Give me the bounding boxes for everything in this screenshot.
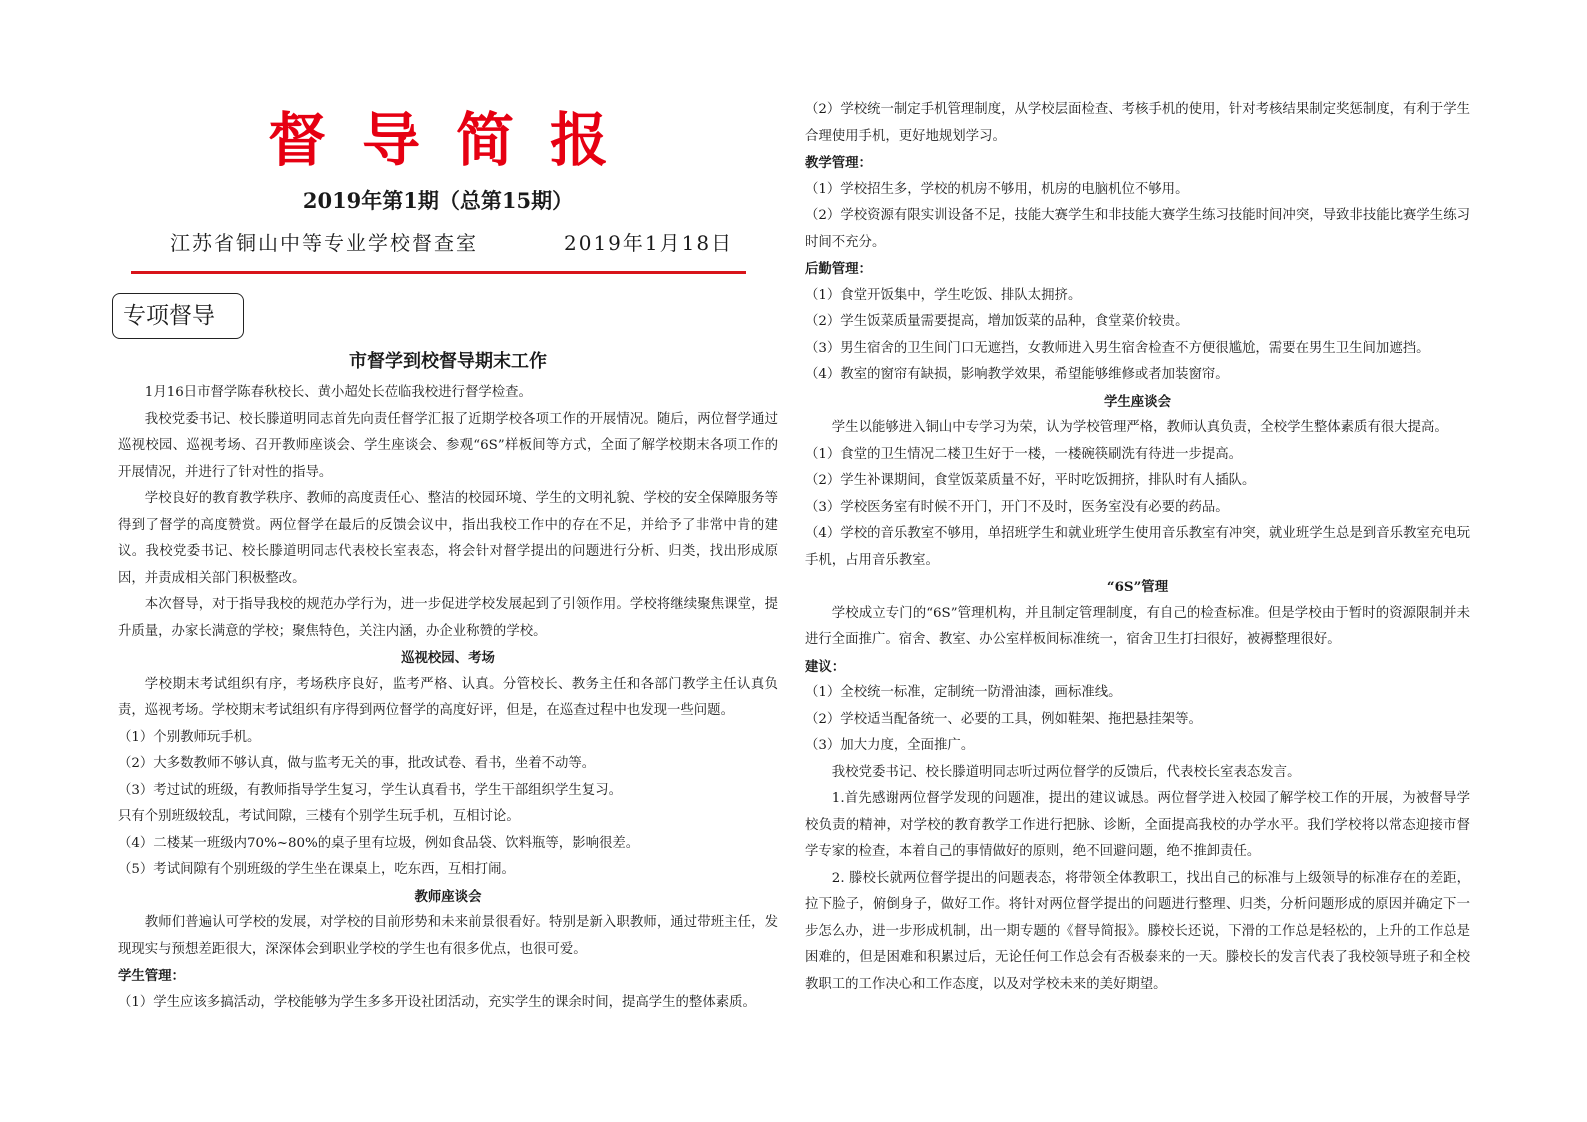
left-column [118, 380, 778, 1016]
list-item: （5）考试间隙有个别班级的学生坐在课桌上，吃东西，互相打闹。 [118, 862, 515, 877]
right-column [805, 97, 1470, 998]
paragraph: 学校成立专门的“6S”管理机构，并且制定管理制度，有自己的检查标准。但是学校由于暂时的资源限制并未进行全面推广。宿舍、教室、办公室样板间标准统一，宿舍卫生打扫很好，被褥整理很好。 [805, 605, 1470, 647]
subheading: 学生座谈会 [1104, 393, 1171, 410]
paragraph: 我校党委书记、校长滕道明同志听过两位督学的反馈后，代表校长室表态发言。 [831, 764, 1301, 780]
list-item: （1）食堂的卫生情况二楼卫生好于一楼，一楼碗筷刷洗有待进一步提高。 [805, 446, 1243, 462]
list-item: （3）加大力度，全面推广。 [805, 738, 975, 753]
paragraph: 1.首先感谢两位督学发现的问题准，提出的建议诚恳。两位督学进入校园了解学校工作的开展，为被督导学校负责的精神，对学校的教育教学工作进行把脉、诊断，全面提高我校的办学水平。我们学校将以常态迎接市督学专家的检查，本着自己的事情做好的原则，绝不回避问题，绝不推卸责任。 [805, 791, 1470, 859]
article-title: 市督学到校督导期末工作 [349, 351, 547, 372]
paragraph: 学校良好的教育教学秩序、教师的高度责任心、整洁的校园环境、学生的文明礼貌、学校的安全保障服务等得到了督学的高度赞赏。两位督学在最后的反馈会议中，指出我校工作中的存在不足，并给予了非常中肯的建议。我校党委书记、校长滕道明同志代表校长室表态，将会针对督学提出的问题进行分析、归类，找出形成原因，并责成相关部门积极整改。 [118, 491, 778, 586]
publisher-office: 江苏省铜山中等专业学校督查室 [170, 231, 478, 255]
subheading: 建议： [805, 658, 846, 675]
list-item: （1）学校招生多，学校的机房不够用，机房的电脑机位不够用。 [805, 181, 1189, 197]
red-divider [131, 271, 746, 274]
paragraph: 我校党委书记、校长滕道明同志首先向责任督学汇报了近期学校各项工作的开展情况。随后，两位督学通过巡视校园、巡视考场、召开教师座谈会、学生座谈会、参观“6S”样板间等方式，全面了解学校期末各项工作的开展情况，并进行了针对性的指导。 [118, 411, 778, 480]
list-item: （4）学校的音乐教室不够用，单招班学生和就业班学生使用音乐教室有冲突，就业班学生总是到音乐教室充电玩手机，占用音乐教室。 [805, 526, 1470, 568]
publish-date: 2019年1月18日 [564, 231, 734, 255]
list-item: （3）考过试的班级，有教师指导学生复习，学生认真看书，学生干部组织学生复习。 [118, 782, 622, 798]
list-item: （1）食堂开饭集中，学生吃饭、排队太拥挤。 [805, 287, 1082, 303]
paragraph: 学校期末考试组织有序，考场秩序良好，监考严格、认真。分管校长、教务主任和各部门教学主任认真负责，巡视考场。学校期末考试组织有序得到两位督学的高度好评，但是，在巡查过程中也发现一些问题。 [118, 676, 778, 718]
subheading: 教学管理： [805, 155, 872, 171]
section-label: 专项督导 [112, 293, 244, 339]
masthead-title: 督导简报 [267, 106, 644, 174]
list-item: （2）学校适当配备统一、必要的工具，例如鞋架、拖把悬挂架等。 [805, 711, 1202, 727]
list-item: （4）二楼某一班级内70%~80%的桌子里有垃圾，例如食品袋、饮料瓶等，影响很差。 [118, 835, 640, 851]
list-item: （1）个别教师玩手机。 [118, 729, 261, 745]
subheading: 巡视校园、考场 [401, 650, 495, 666]
subheading: “6S”管理 [1106, 579, 1169, 595]
list-item: （2）学生补课期间，食堂饭菜质量不好，平时吃饭拥挤，排队时有人插队。 [805, 473, 1256, 488]
list-item: （1）全校统一标准，定制统一防滑油漆，画标准线。 [805, 685, 1122, 700]
paragraph: 本次督导，对于指导我校的规范办学行为，进一步促进学校发展起到了引领作用。学校将继续聚焦课堂，提升质量，办家长满意的学校；聚焦特色，关注内涵，办企业称赞的学校。 [118, 597, 778, 639]
paragraph: 2. 滕校长就两位督学提出的问题表态，将带领全体教职工，找出自己的标准与上级领导的标准存在的差距，拉下脸子，俯倒身子，做好工作。将针对两位督学提出的问题进行整理、归类，分析问题形成的原因并确定下一步怎么办，进一步形成机制，出一期专题的《督导简报》。滕校长还说，下滑的工作总是轻松的，上升的工作总是困难的，但是困难和积累过后，无论任何工作总会有否极泰来的一天。滕校长的发言代表了我校领导班子和全校教职工的工作决心和工作态度，以及对学校未来的美好期望。 [805, 870, 1470, 992]
subheading: 后勤管理： [805, 261, 872, 277]
list-item: （2）大多数教师不够认真，做与监考无关的事，批改试卷、看书，坐着不动等。 [118, 756, 596, 771]
list-item: （2）学校统一制定手机管理制度，从学校层面检查、考核手机的使用，针对考核结果制定奖惩制度，有利于学生合理使用手机，更好地规划学习。 [805, 102, 1470, 144]
subheading: 学生管理： [118, 968, 185, 984]
list-item: （3）学校医务室有时候不开门，开门不及时，医务室没有必要的药品。 [805, 499, 1229, 515]
subheading: 教师座谈会 [414, 888, 482, 905]
paragraph: 1月16日市督学陈春秋校长、黄小超处长莅临我校进行督学检查。 [144, 385, 532, 400]
list-item: （4）教室的窗帘有缺损，影响教学效果，希望能够维修或者加装窗帘。 [805, 367, 1229, 382]
list-item: 只有个别班级较乱，考试间隙，三楼有个别学生玩手机，互相讨论。 [118, 809, 520, 824]
paragraph: 教师们普遍认可学校的发展，对学校的目前形势和未来前景很看好。特别是新入职教师，通过带班主任，发现现实与预想差距很大，深深体会到职业学校的学生也有很多优点，也很可爱。 [118, 915, 778, 957]
issue-number: 2019年第1期（总第15期） [302, 188, 574, 213]
list-item: （3）男生宿舍的卫生间门口无遮挡，女教师进入男生宿舍检查不方便很尴尬，需要在男生卫生间加遮挡。 [805, 340, 1430, 356]
list-item: （2）学校资源有限实训设备不足，技能大赛学生和非技能大赛学生练习技能时间冲突，导致非技能比赛学生练习时间不充分。 [805, 208, 1470, 250]
list-item: （2）学生饭菜质量需要提高，增加饭菜的品种，食堂菜价较贵。 [805, 314, 1189, 329]
list-item: （1）学生应该多搞活动，学校能够为学生多多开设社团活动，充实学生的课余时间，提高学生的整体素质。 [118, 994, 756, 1010]
paragraph: 学生以能够进入铜山中专学习为荣，认为学校管理严格，教师认真负责，全校学生整体素质有很大提高。 [831, 420, 1448, 435]
